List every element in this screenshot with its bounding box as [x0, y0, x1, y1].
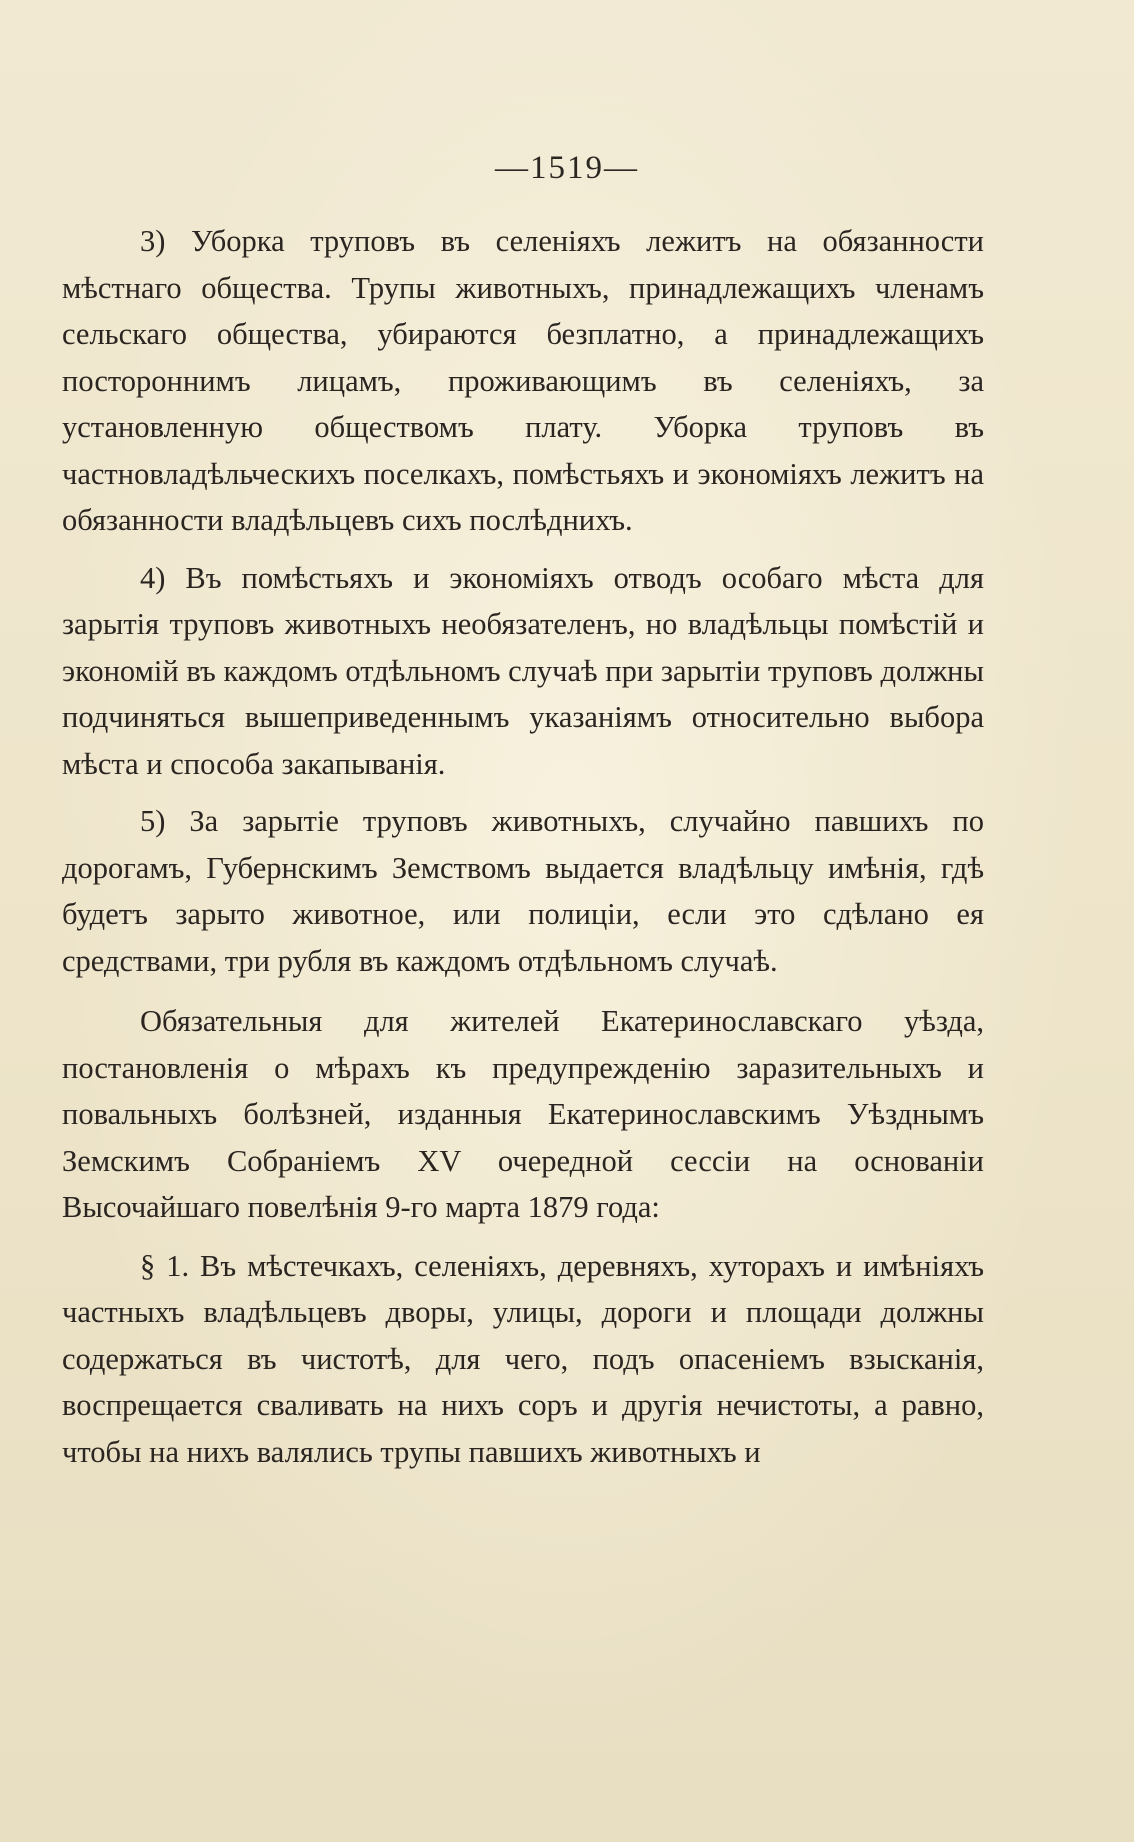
section-1-paragraph: § 1. Въ мѣстечкахъ, селеніяхъ, деревняхъ, хуторахъ и имѣніяхъ частныхъ владѣльцевъ дворы, улицы, дороги и площади должны содержаться въ чистотѣ, для чего, подъ опасеніемъ взысканія, воспрещается сваливать на нихъ соръ и другія нечистоты, а равно, чтобы на нихъ валялись трупы павшихъ животныхъ и: [62, 1248, 984, 1469]
regulations-heading-paragraph: Обязательныя для жителей Екатеринославскаго уѣзда, постановленія о мѣрахъ къ предупрежденію заразительныхъ и повальныхъ болѣзней, изданныя Екатеринославскимъ Уѣзднымъ Земскимъ Собраніемъ XV очередной сессіи на основаніи Высочайшаго повелѣнія 9-го марта 1879 года:: [62, 1004, 984, 1224]
body-text: [62, 218, 984, 1475]
paragraph-item-4: 4) Въ помѣстьяхъ и экономіяхъ отводъ особаго мѣста для зарытія труповъ животныхъ необязателенъ, но владѣльцы помѣстій и экономій въ каждомъ отдѣльномъ случаѣ при зарытіи труповъ должны подчиняться вышеприведеннымъ указаніямъ относительно выбора мѣста и способа закапыванія.: [62, 560, 984, 781]
paragraph-item-5: 5) За зарытіе труповъ животныхъ, случайно павшихъ по дорогамъ, Губернскимъ Земствомъ выдается владѣльцу имѣнія, гдѣ будетъ зарыто животное, или полиціи, если это сдѣлано ея средствами, три рубля въ каждомъ отдѣльномъ случаѣ.: [62, 804, 984, 978]
paragraph-item-3: 3) Уборка труповъ въ селеніяхъ лежитъ на обязанности мѣстнаго общества. Трупы животныхъ, принадлежащихъ членамъ сельскаго общества, убираются безплатно, а принадлежащихъ постороннимъ лицамъ, проживающимъ въ селеніяхъ, за установленную обществомъ плату. Уборка труповъ въ частновладѣльческихъ поселкахъ, помѣстьяхъ и экономіяхъ лежитъ на обязанности владѣльцевъ сихъ послѣднихъ.: [62, 224, 984, 537]
page-number: —1519—: [495, 150, 639, 186]
